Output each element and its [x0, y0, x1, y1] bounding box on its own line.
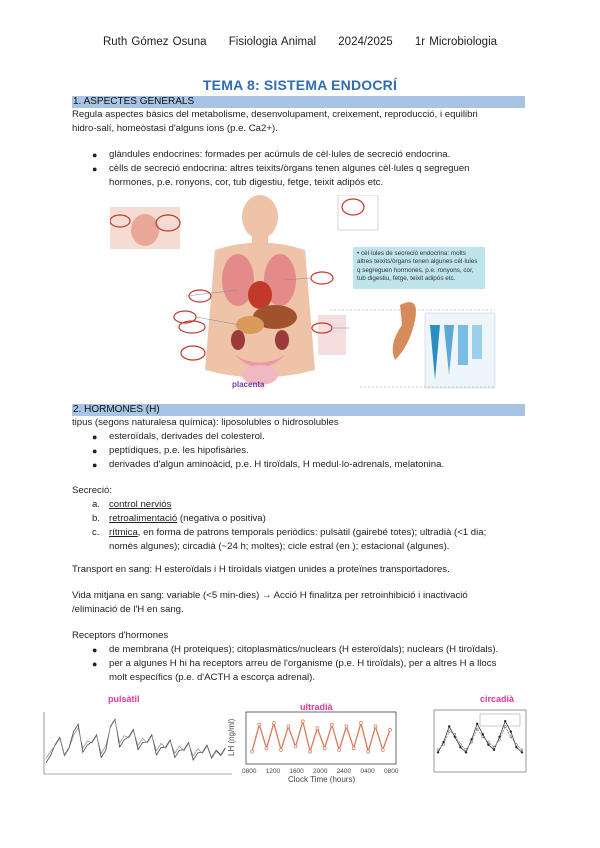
tipus-item: derivades d'algun aminoàcid, p.e. H tiroïdals, H medul·lo-adrenals, melatonina. [109, 459, 445, 470]
circadia-point [487, 744, 489, 746]
intro-line-2: hidro-salí, homeòstasi d'alguns ions (p.e. Ca2+). [72, 123, 278, 134]
circadia-point [465, 751, 467, 753]
ultradia-data-point [251, 750, 254, 753]
bullet-dot: ● [92, 164, 98, 174]
chart-label-pulsatil: pulsàtil [108, 694, 140, 704]
circadia-legend-box [480, 714, 520, 726]
ultradia-data-point [309, 750, 312, 753]
secrecio-title: Secreció: [72, 485, 112, 496]
circadia-point [482, 733, 484, 735]
ultradia-data-point [287, 725, 290, 728]
page-header [0, 36, 600, 48]
circadia-point [437, 749, 439, 751]
circadia-point [493, 749, 495, 751]
circadia-point [459, 746, 461, 748]
circadia-point [499, 736, 501, 738]
ultradia-data-point [352, 747, 355, 750]
figure-caption-placenta: placenta [232, 380, 265, 389]
circadia-point [515, 746, 517, 748]
ultradia-data-point [345, 725, 348, 728]
circadia-point [493, 746, 495, 748]
circadia-point [471, 738, 473, 740]
tipus-line: tipus (segons naturalesa química): liposolubles o hidrosolubles [72, 417, 339, 428]
circadia-point [448, 725, 450, 727]
secrecio-c-underlined: rítmica [109, 527, 138, 538]
circadia-point [437, 751, 439, 753]
bullet-cells-line-2: hormones, p.e. ronyons, cor, tub digestiu, fetge, teixit adipós etc. [109, 177, 384, 188]
secrecio-c-rest: , en forma de patrons temporals periòdics: pulsàtil (gairebé totes); ultradià (<1 dia; [137, 527, 487, 538]
circadia-point [454, 733, 456, 735]
circadia-chart [420, 706, 530, 790]
ultradia-chart [222, 708, 402, 784]
page-title: TEMA 8: SISTEMA ENDOCRÍ [202, 77, 398, 93]
section-heading-hormones: 2. HORMONES (H) [72, 404, 525, 416]
pulsatil-trace [46, 719, 225, 763]
ultradia-data-point [367, 750, 370, 753]
circadia-point [499, 738, 501, 740]
ultradia-data-point [338, 748, 341, 751]
bullet-dot: ● [92, 460, 98, 470]
circadia-point [482, 736, 484, 738]
circadia-point [476, 723, 478, 725]
circadia-point [476, 728, 478, 730]
tipus-item: esteroïdals, derivades del colesterol. [109, 431, 265, 442]
receptors-title: Receptors d'hormones [72, 630, 169, 641]
circadia-trace [438, 726, 522, 749]
transport-line: Transport en sang: H esteroïdals i H tiroïdals viatgen unides a proteïnes transportadores. [72, 564, 450, 575]
secrecio-c-line-2: només algunes); circadià (~24 h; moltes); cicle estral (en ); estacional (algunes). [109, 541, 450, 552]
header-subject: Fisiologia Animal [228, 36, 317, 48]
pulsatil-chart [36, 708, 236, 786]
ultradia-tick-label: 0800 [384, 768, 399, 775]
circadia-point [521, 749, 523, 751]
secrecio-b-label: b. [92, 513, 101, 524]
circadia-point [515, 744, 517, 746]
bullet-dot: ● [92, 645, 98, 655]
ultradia-tick-label: 2400 [336, 768, 352, 775]
receptors-item-1: de membrana (H proteiques); citoplasmàtics/nuclears (H esteroïdals); nuclears (H tiroïdals). [109, 644, 499, 655]
secrecio-c-line-1 [109, 526, 534, 540]
endocrine-figure [110, 195, 500, 400]
vida-line-2: /eliminació de l'H en sang. [72, 604, 184, 615]
circadia-point [443, 744, 445, 746]
chart-label-circadia: circadià [480, 694, 515, 704]
header-year: 2024/2025 [338, 36, 393, 48]
ultradia-ylabel: LH (ng/ml) [227, 718, 236, 756]
chart-label-ultradia: ultradià [300, 702, 333, 712]
ultradia-tick-label: 0800 [242, 768, 257, 775]
tipus-item: peptídiques, p.e. les hipofisàries. [109, 445, 249, 456]
ultradia-data-point [374, 725, 377, 728]
circadia-point [448, 731, 450, 733]
secrecio-a-label: a. [92, 499, 101, 510]
secrecio-b-underlined: retroalimentació [109, 513, 178, 524]
secrecio-b-rest: (negativa o positiva) [177, 513, 266, 524]
ultradia-data-point [323, 747, 326, 750]
endocrine-illustration [110, 195, 500, 400]
circadia-point [454, 736, 456, 738]
ultradia-tick-label: 2000 [313, 768, 328, 775]
circadia-point [465, 749, 467, 751]
secrecio-a: control nerviós [109, 499, 172, 510]
ultradia-series-line [252, 721, 390, 751]
circadia-point [504, 720, 506, 722]
bullet-dot: ● [92, 432, 98, 442]
ultradia-data-point [381, 748, 384, 751]
ultradia-xlabel: Clock Time (hours) [288, 775, 356, 784]
figure-callout-box: • cèl·lules de secreció endocrina: molts altres teixits/òrgans tenen algunes cèl·lules q segreguen hormones, p.e. ronyons, cor, tub digestiu, fetge, teixit adipós etc. [353, 247, 485, 289]
ultradia-data-point [294, 745, 297, 748]
ultradia-data-point [359, 722, 362, 725]
ultradia-data-point [301, 720, 304, 723]
bullet-cells-line-1: cèlls de secreció endocrina: altres teixits/òrgans tenen algunes cèl·lules q segreguen [109, 163, 470, 174]
circadia-point [510, 736, 512, 738]
receptors-item-2-line-2: molt específics (p.e. d'ACTH a escorça adrenal). [109, 672, 316, 683]
header-author: Ruth Gómez Osuna [102, 36, 207, 48]
ultradia-data-point [265, 747, 268, 750]
circadia-point [504, 725, 506, 727]
header-course: 1r Microbiologia [414, 36, 498, 48]
bullet-dot: ● [92, 150, 98, 160]
ultradia-data-point [258, 723, 261, 726]
bullet-dot: ● [92, 659, 98, 669]
receptors-item-2-line-1: per a algunes H hi ha receptors arreu de l'organisme (p.e. H tiroïdals), per a altres H a llocs [109, 658, 497, 669]
circadia-point [471, 741, 473, 743]
ultradia-data-point [280, 748, 283, 751]
ultradia-data-point [330, 723, 333, 726]
intro-line-1: Regula aspectes bàsics del metabolisme, desenvolupament, creixement, reproducció, i equilibri [72, 109, 478, 120]
secrecio-b-line [109, 512, 529, 526]
circadia-point [510, 731, 512, 733]
circadia-point [487, 741, 489, 743]
ultradia-data-point [316, 727, 319, 730]
ultradia-data-point [272, 722, 275, 725]
ultradia-tick-label: 0400 [360, 768, 375, 775]
bullet-dot: ● [92, 446, 98, 456]
ultradia-tick-label: 1200 [265, 768, 281, 775]
secrecio-c-label: c. [92, 527, 100, 538]
section-heading-general: 1. ASPECTES GENERALS [72, 96, 525, 108]
head-shape [242, 195, 278, 239]
circadia-point [521, 751, 523, 753]
bullet-glandules: glàndules endocrines: formades per acúmuls de cèl·lules de secreció endocrina. [109, 149, 451, 160]
ultradia-data-point [389, 728, 392, 731]
circadia-point [459, 744, 461, 746]
ultradia-tick-label: 1600 [289, 768, 304, 775]
vida-line-1: Vida mitjana en sang: variable (<5 min-dies) → Acció H finalitza per retroinhibició i inactivació [72, 590, 468, 601]
